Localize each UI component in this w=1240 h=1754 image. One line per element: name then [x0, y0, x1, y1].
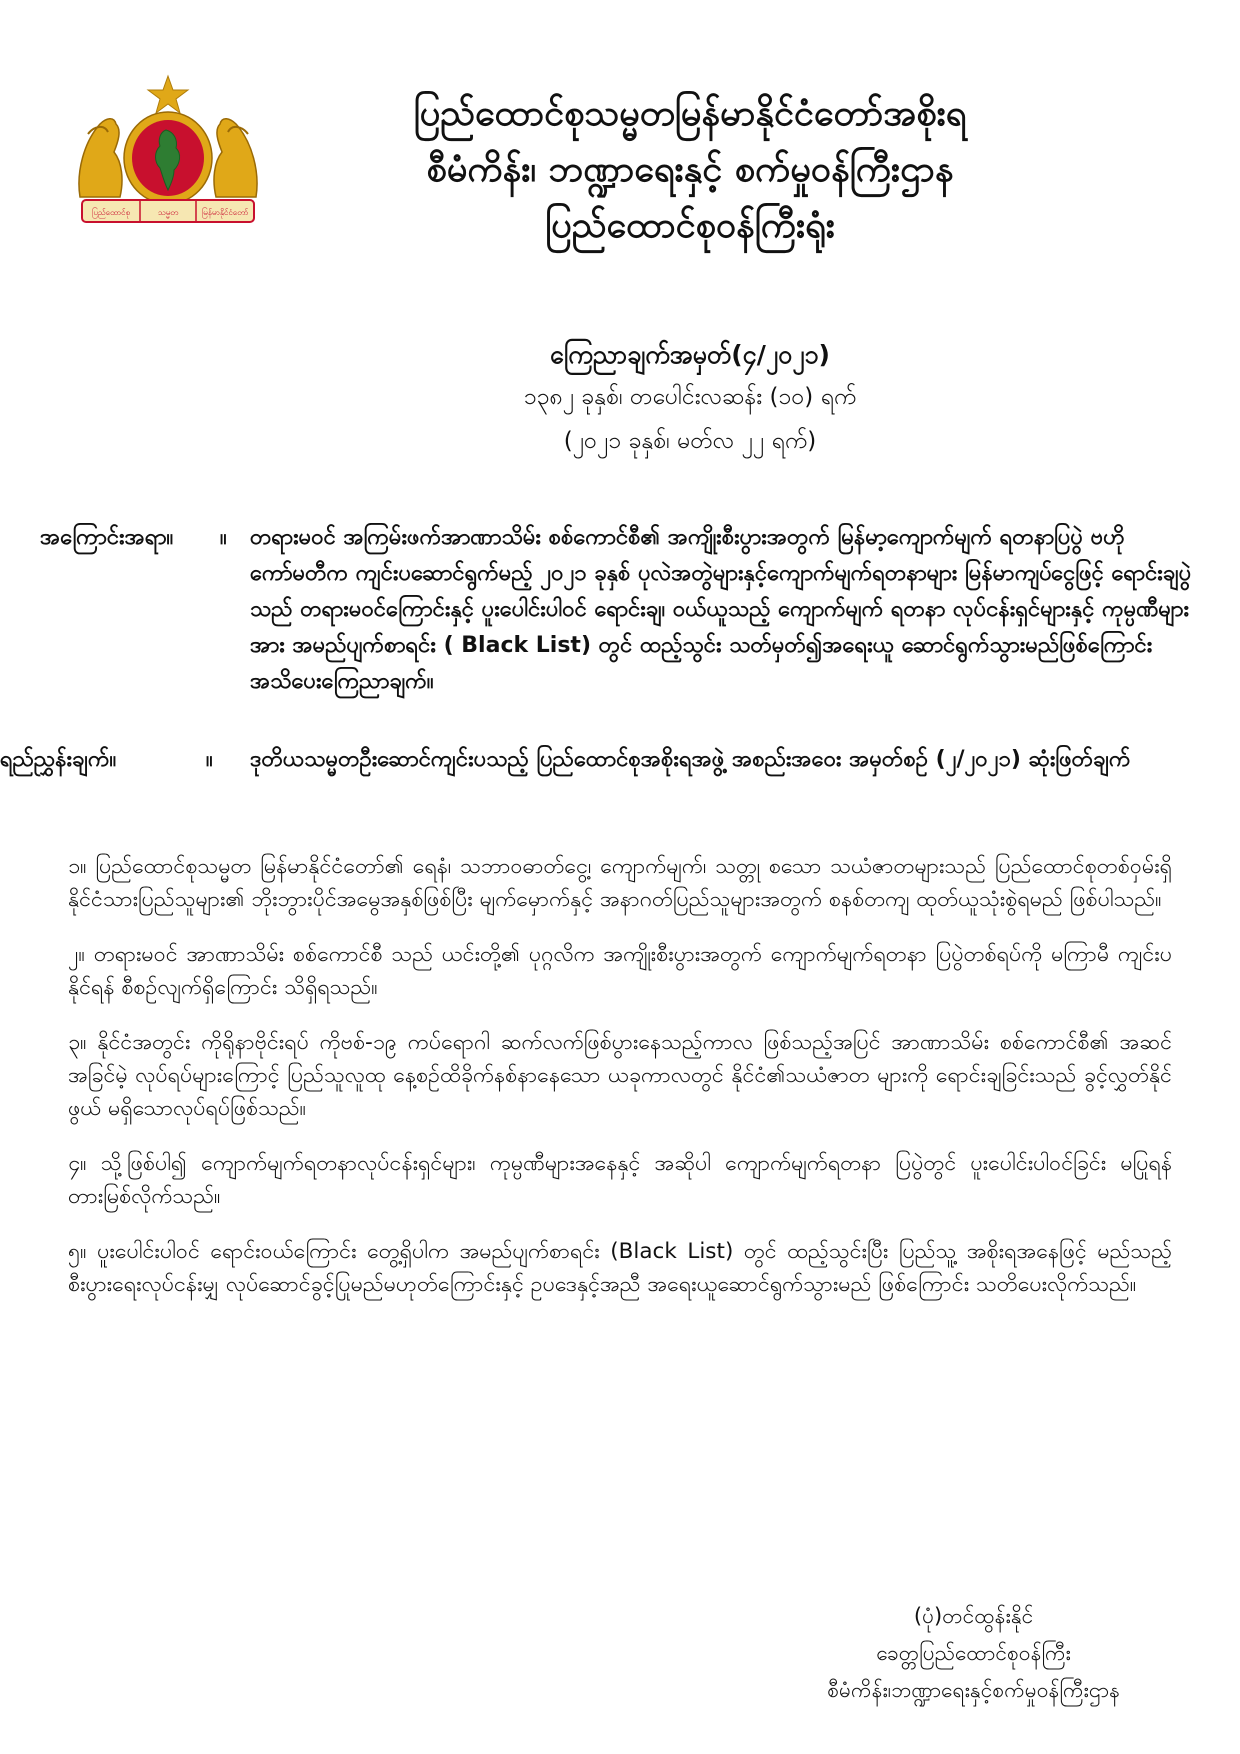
- subject-section: [40, 520, 1200, 700]
- reference-text: ဒုတိယသမ္မတဦးဆောင်ကျင်းပသည့် ပြည်ထောင်စုအစိုးရအဖွဲ့ အစည်းအဝေး အမှတ်စဉ် (၂/၂၀၂၁) ဆုံးဖြတ်ချက်: [250, 747, 1131, 772]
- state-emblem: [70, 72, 266, 232]
- paragraph-1: ၁။ ပြည်ထောင်စုသမ္မတ မြန်မာနိုင်ငံတော်၏ ရေနံ၊ သဘာဝဓာတ်ငွေ့၊ ကျောက်မျက်၊ သတ္တု စသော သယံဇာတများသည် ပြည်ထောင်စုတစ်ဝှမ်းရှိ နိုင်ငံသားပြည်သူများ၏ ဘိုးဘွားပိုင်အမွေအနှစ်ဖြစ်ပြီး မျက်မှောက်နှင့် အနာဂတ်ပြည်သူများအတွက် စနစ်တကျ ထုတ်ယူသုံးစွဲရမည် ဖြစ်ပါသည်။: [68, 854, 1172, 912]
- subject-label: အကြောင်းအရာ။: [40, 525, 174, 550]
- office-title: ပြည်ထောင်စုဝန်ကြီးရုံး: [545, 205, 835, 246]
- notice-date-gregorian: (၂၀၂၁ ခုနှစ်၊ မတ်လ ၂၂ ရက်): [563, 428, 817, 454]
- government-title: ပြည်ထောင်စုသမ္မတမြန်မာနိုင်ငံတော်အစိုးရ: [413, 93, 967, 134]
- emblem-left-label: ပြည်ထောင်စု: [92, 208, 130, 217]
- notice-number: ကြေညာချက်အမှတ်(၄/၂၀၂၁): [550, 340, 830, 369]
- subject-text: တရားမဝင် အကြမ်းဖက်အာဏာသိမ်း စစ်ကောင်စီ၏ အကျိုးစီးပွားအတွက် မြန်မာ့ကျောက်မျက် ရတနာပြပွဲ ဗဟိုကော်မတီက ကျင်းပဆောင်ရွက်မည့် ၂၀၂၁ ခုနှစ် ပုလဲအတွဲများနှင့်ကျောက်မျက်ရတနာများ မြန်မာကျပ်ငွေဖြင့် ရောင်းချပွဲသည် တရားမဝင်ကြောင်းနှင့် ပူးပေါင်းပါဝင် ရောင်းချ၊ ဝယ်ယူသည့် ကျောက်မျက် ရတနာ လုပ်ငန်းရှင်များနှင့် ကုမ္ပဏီများအား အမည်ပျက်စာရင်း ( Black List) တွင် ထည့်သွင်း သတ်မှတ်၍အရေးယူ ဆောင်ရွက်သွားမည်ဖြစ်ကြောင်း အသိပေးကြေညာချက်။: [250, 525, 1192, 694]
- reference-label: ရည်ညွှန်းချက်။: [0, 747, 117, 772]
- emblem-center-label: သမ္မတ: [157, 208, 179, 217]
- reference-mark: ။: [206, 747, 213, 772]
- reference-section: [0, 742, 1200, 778]
- subject-mark: ။: [220, 525, 227, 550]
- emblem-right-label: မြန်မာနိုင်ငံတော်: [201, 208, 249, 217]
- paragraph-2: ၂။ တရားမဝင် အာဏာသိမ်း စစ်ကောင်စီ သည် ယင်းတို့၏ ပုဂ္ဂလိက အကျိုးစီးပွားအတွက် ကျောက်မျက်ရတနာ ပြပွဲတစ်ရပ်ကို မကြာမီ ကျင်းပနိုင်ရန် စီစဉ်လျက်ရှိကြောင်း သိရှိရသည်။: [68, 942, 1172, 1000]
- state-emblem-icon: [70, 72, 266, 232]
- notice-date-myanmar: ၁၃၈၂ ခုနှစ်၊ တပေါင်းလဆန်း (၁၀) ရက်: [523, 384, 857, 410]
- signatory-title: ခေတ္တပြည်ထောင်စုဝန်ကြီး: [876, 1641, 1071, 1665]
- notice-block: [300, 335, 1080, 463]
- paragraph-3: ၃။ နိုင်ငံအတွင်း ကိုရိုနာဗိုင်းရပ် ကိုဗစ်-၁၉ ကပ်ရောဂါ ဆက်လက်ဖြစ်ပွားနေသည့်ကာလ ဖြစ်သည့်အပြင် အာဏာသိမ်း စစ်ကောင်စီ၏ အဆင်အခြင်မဲ့ လုပ်ရပ်များကြောင့် ပြည်သူလူထု နေ့စဉ်ထိခိုက်နစ်နာနေသော ယခုကာလတွင် နိုင်ငံ၏သယံဇာတ များကို ရောင်းချခြင်းသည် ခွင့်လွှတ်နိုင်ဖွယ် မရှိသောလုပ်ရပ်ဖြစ်သည်။: [68, 1030, 1172, 1121]
- signatory-name: (ပုံ)တင်ထွန်းနိုင်: [913, 1604, 1034, 1628]
- signature-block: [827, 1598, 1120, 1709]
- ministry-title: စီမံကိန်း၊ ဘဏ္ဍာရေးနှင့် စက်မှုဝန်ကြီးဌာန: [426, 149, 954, 190]
- paragraph-5: ၅။ ပူးပေါင်းပါဝင် ရောင်းဝယ်ကြောင်း တွေ့ရှိပါက အမည်ပျက်စာရင်း (Black List) တွင် ထည့်သွင်းပြီး ပြည်သူ့ အစိုးရအနေဖြင့် မည်သည့်စီးပွားရေးလုပ်ငန်းမျှ လုပ်ဆောင်ခွင့်ပြုမည်မဟုတ်ကြောင်းနှင့် ဥပဒေနှင့်အညီ အရေးယူဆောင်ရွက်သွားမည် ဖြစ်ကြောင်း သတိပေးလိုက်သည်။: [68, 1239, 1172, 1297]
- body-paragraphs: [68, 850, 1172, 1323]
- document-header: [300, 86, 1080, 254]
- paragraph-4: ၄။ သို့ဖြစ်ပါ၍ ကျောက်မျက်ရတနာလုပ်ငန်းရှင်များ၊ ကုမ္ပဏီများအနေနှင့် အဆိုပါ ကျောက်မျက်ရတနာ ပြပွဲတွင် ပူးပေါင်းပါဝင်ခြင်း မပြုရန် တားမြစ်လိုက်သည်။: [68, 1151, 1172, 1209]
- signatory-ministry: စီမံကိန်း၊ဘဏ္ဍာရေးနှင့်စက်မှုဝန်ကြီးဌာန: [827, 1678, 1120, 1702]
